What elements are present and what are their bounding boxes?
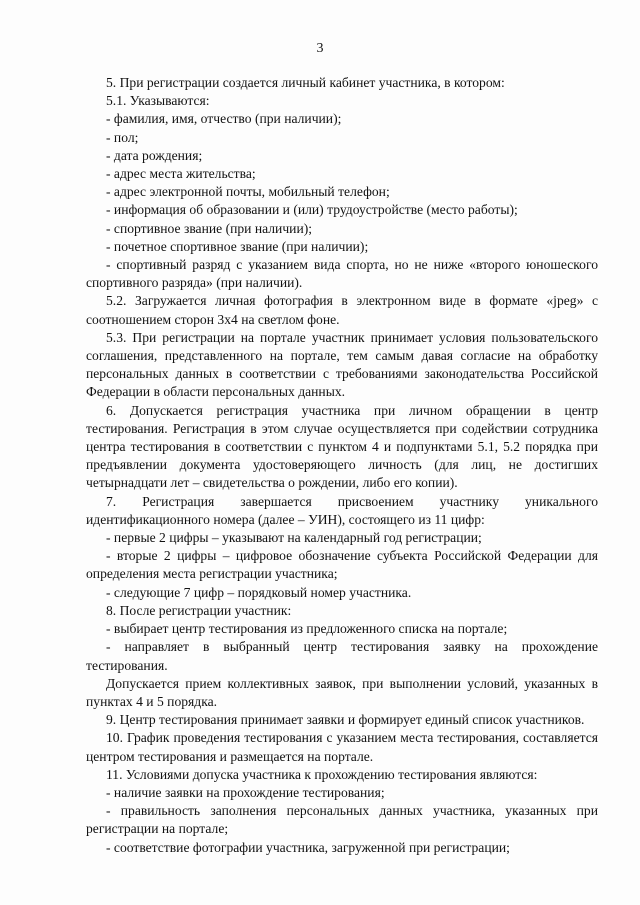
paragraph: - первые 2 цифры – указывают на календарный год регистрации; [106,530,482,546]
paragraph: - фамилия, имя, отчество (при наличии); [106,111,342,127]
paragraph: 5.3. При регистрации на портале участник принимает условия пользовательского соглашения, представленного на портале, тем самым давая согласие на обработку персональных данных в соответствии с требованиями законодательства Российской Федерации в области персональных данных. [86,329,598,400]
paragraph: - дата рождения; [106,147,203,163]
paragraph: - адрес электронной почты, мобильный телефон; [106,184,390,200]
paragraph: - пол; [106,129,139,145]
paragraph: - адрес места жительства; [106,166,256,182]
document-body [86,74,598,857]
paragraph: - вторые 2 цифры – цифровое обозначение субъекта Российской Федерации для определения места регистрации участника; [86,548,598,582]
paragraph: - почетное спортивное звание (при наличии); [106,238,369,254]
paragraph: - спортивное звание (при наличии); [106,220,313,236]
paragraph: - спортивный разряд с указанием вида спорта, но не ниже «второго юношеского спортивного разряда» (при наличии). [86,257,598,291]
paragraph: 5.2. Загружается личная фотография в электронном виде в формате «jpeg» с соотношением сторон 3x4 на светлом фоне. [86,293,598,327]
paragraph: 10. График проведения тестирования с указанием места тестирования, составляется центром тестирования и размещается на портале. [86,730,598,764]
paragraph: 8. После регистрации участник: [106,602,292,618]
paragraph: 11. Условиями допуска участника к прохождению тестирования являются: [106,766,538,782]
paragraph: 5.1. Указываются: [106,93,210,109]
paragraph: 5. При регистрации создается личный кабинет участника, в котором: [106,75,505,90]
paragraph: - выбирает центр тестирования из предложенного списка на портале; [106,621,508,637]
paragraph: - соответствие фотографии участника, загруженной при регистрации; [106,839,510,855]
paragraph: - следующие 7 цифр – порядковый номер участника. [106,584,412,600]
paragraph: - информация об образовании и (или) трудоустройстве (место работы); [106,202,518,218]
page-number: 3 [316,41,324,56]
paragraph: 7. Регистрация завершается присвоением участнику уникального идентификационного номера (далее – УИН), состоящего из 11 цифр: [86,493,598,527]
paragraph: 6. Допускается регистрация участника при личном обращении в центр тестирования. Регистрация в этом случае осуществляется при содействии сотрудника центра тестирования в соответствии с пунктом 4 и подпунктами 5.1, 5.2 порядка при предъявлении документа удостоверяющего личность (для лиц, не достигших четырнадцати лет – свидетельства о рождении, либо его копии). [86,402,598,491]
paragraph: - направляет в выбранный центр тестирования заявку на прохождение тестирования. [86,639,598,673]
paragraph: - наличие заявки на прохождение тестирования; [106,784,385,800]
paragraph: 9. Центр тестирования принимает заявки и формирует единый список участников. [106,712,585,728]
paragraph: - правильность заполнения персональных данных участника, указанных при регистрации на портале; [86,803,598,837]
paragraph: Допускается прием коллективных заявок, при выполнении условий, указанных в пунктах 4 и 5 порядка. [86,675,598,709]
